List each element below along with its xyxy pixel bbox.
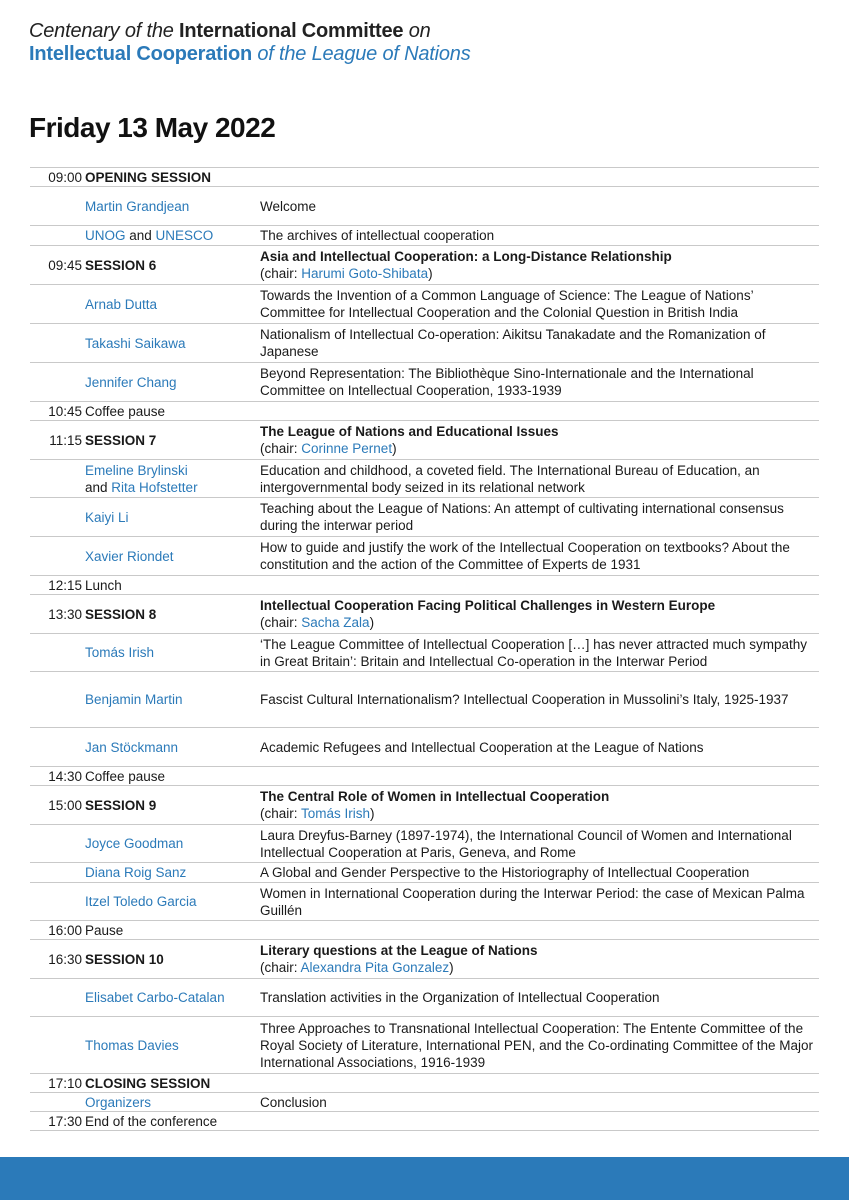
speaker-link[interactable]: UNESCO: [155, 228, 214, 243]
description: Translation activities in the Organization of Intellectual Cooperation: [260, 990, 660, 1005]
session-info: [260, 786, 819, 824]
speaker-link[interactable]: Jennifer Chang: [85, 374, 177, 390]
speaker-link[interactable]: Joyce Goodman: [85, 836, 184, 851]
description: ‘The League Committee of Intellectual Cooperation […] has never attracted much sympathy in Great Britain’: Britain and Intellectual Co-operation in the Interwar Period: [260, 636, 808, 669]
session-title: Asia and Intellectual Cooperation: a Long-Distance Relationship: [260, 249, 672, 264]
speaker-link[interactable]: Rita Hofstetter: [111, 479, 198, 495]
and-text: and: [85, 479, 112, 495]
agenda-row-session: [30, 421, 819, 460]
header-text-bold: Intellectual Cooperation: [29, 43, 253, 65]
session-label: SESSION 6: [85, 257, 157, 273]
description: How to guide and justify the work of the Intellectual Cooperation on textbooks? About the constitution and the action of the Committee of Experts de 1931: [260, 540, 790, 572]
speaker-link[interactable]: Organizers: [85, 1094, 152, 1110]
time: 17:30: [48, 1113, 82, 1129]
break-label: Pause: [85, 922, 124, 938]
header-text: on: [403, 20, 431, 42]
agenda-row-end: [30, 1112, 819, 1131]
speaker-link[interactable]: Diana Roig Sanz: [85, 865, 187, 880]
session-title: Intellectual Cooperation Facing Political Challenges in Western Europe: [260, 598, 716, 613]
agenda-row: [30, 460, 819, 498]
description: Fascist Cultural Internationalism? Intellectual Cooperation in Mussolini’s Italy, 1925-1937: [260, 692, 789, 707]
agenda-row: [30, 498, 819, 537]
agenda-table: [30, 167, 819, 1131]
chair: (chair: Alexandra Pita Gonzalez): [260, 960, 454, 975]
agenda-row-break: [30, 767, 819, 786]
speaker-link[interactable]: Jan Stöckmann: [85, 739, 179, 755]
session-info: [260, 940, 819, 978]
chair: (chair: Harumi Goto-Shibata): [260, 266, 433, 281]
description: Teaching about the League of Nations: An attempt of cultivating international consensus during the interwar period: [260, 501, 784, 533]
speaker-cell: [82, 226, 260, 245]
agenda-row-session: [30, 595, 819, 634]
speaker-link[interactable]: Kaiyi Li: [85, 509, 129, 525]
agenda-row: [30, 634, 819, 672]
description: Nationalism of Intellectual Co-operation: Aikitsu Tanakadate and the Romanization of Japanese: [260, 327, 766, 359]
speaker-link[interactable]: Emeline Brylinski: [85, 462, 188, 478]
speaker-cell: [82, 460, 260, 497]
header-text-bold: International Committee: [179, 20, 404, 42]
time: 15:00: [48, 797, 82, 813]
chair-link[interactable]: Harumi Goto-Shibata: [301, 266, 429, 281]
chair-link[interactable]: Tomás Irish: [301, 806, 371, 821]
session-label: SESSION 7: [85, 432, 157, 448]
time: 10:45: [48, 403, 82, 419]
agenda-row-closing: [30, 1074, 819, 1093]
description: [260, 168, 819, 186]
session-info: [260, 595, 819, 633]
break-label: Lunch: [85, 577, 122, 593]
session-info: [260, 246, 819, 284]
description: Welcome: [260, 198, 317, 214]
agenda-row: [30, 537, 819, 576]
speaker-link[interactable]: Arnab Dutta: [85, 296, 158, 312]
session-label: SESSION 9: [85, 797, 157, 813]
break-label: Coffee pause: [85, 403, 166, 419]
agenda-row-session: [30, 940, 819, 979]
break-label: End of the conference: [85, 1113, 218, 1129]
agenda-row: [30, 1093, 819, 1112]
chair: (chair: Sacha Zala): [260, 615, 375, 630]
session-label: CLOSING SESSION: [85, 1075, 211, 1091]
header-text: of the League of Nations: [252, 43, 471, 65]
agenda-row-break: [30, 576, 819, 595]
time: 11:15: [49, 432, 82, 448]
speaker-link[interactable]: Elisabet Carbo-Catalan: [85, 990, 225, 1005]
time: 17:10: [48, 1075, 82, 1091]
agenda-row: [30, 285, 819, 324]
session-label: OPENING SESSION: [85, 169, 212, 185]
description: Education and childhood, a coveted field. The International Bureau of Education, an intergovernmental body seized in its relational network: [260, 462, 760, 495]
chair: (chair: Tomás Irish): [260, 806, 375, 821]
header-line-1: [29, 20, 471, 43]
time: 16:30: [48, 951, 82, 967]
agenda-row-session: [30, 786, 819, 825]
speaker-link[interactable]: Itzel Toledo Garcia: [85, 894, 197, 909]
session-label: SESSION 10: [85, 951, 164, 967]
speaker-link[interactable]: Tomás Irish: [85, 645, 155, 660]
agenda-row: [30, 226, 819, 246]
chair-link[interactable]: Corinne Pernet: [301, 441, 393, 456]
session-info: [260, 421, 819, 459]
page-header: [29, 20, 471, 66]
agenda-row: [30, 979, 819, 1017]
time: 13:30: [48, 606, 82, 622]
session-label: SESSION 8: [85, 606, 157, 622]
description: Conclusion: [260, 1094, 327, 1110]
description: Beyond Representation: The Bibliothèque Sino-Internationale and the International Committee on Intellectual Cooperation, 1933-1939: [260, 366, 754, 398]
agenda-row: [30, 1017, 819, 1074]
speaker-link[interactable]: Xavier Riondet: [85, 548, 174, 564]
agenda-row-break: [30, 921, 819, 940]
speaker-link[interactable]: Benjamin Martin: [85, 692, 183, 707]
description: A Global and Gender Perspective to the Historiography of Intellectual Cooperation: [260, 865, 750, 880]
time: 14:30: [48, 768, 82, 784]
speaker-link[interactable]: Martin Grandjean: [85, 198, 190, 214]
speaker-link[interactable]: Takashi Saikawa: [85, 335, 186, 351]
session-title: The League of Nations and Educational Issues: [260, 424, 559, 439]
description: The archives of intellectual cooperation: [260, 228, 495, 243]
agenda-row: [30, 825, 819, 863]
date-title: Friday 13 May 2022: [29, 112, 276, 143]
and-text: and: [125, 228, 156, 243]
footer-band: [0, 1157, 849, 1200]
time: 12:15: [48, 577, 82, 593]
agenda-row-opening: [30, 168, 819, 187]
agenda-row-session: [30, 246, 819, 285]
agenda-row-break: [30, 402, 819, 421]
header-text: Centenary of the: [29, 20, 180, 42]
description: Academic Refugees and Intellectual Cooperation at the League of Nations: [260, 739, 704, 755]
agenda-row: [30, 672, 819, 728]
chair-link[interactable]: Alexandra Pita Gonzalez: [300, 960, 450, 975]
agenda-row: [30, 863, 819, 883]
header-line-2: [29, 43, 471, 66]
speaker-link[interactable]: Thomas Davies: [85, 1037, 179, 1053]
chair: (chair: Corinne Pernet): [260, 441, 397, 456]
agenda-row: [30, 324, 819, 363]
agenda-row: [30, 728, 819, 767]
description: Three Approaches to Transnational Intellectual Cooperation: The Entente Committee of the Royal Society of Literature, International PEN, and the Co-ordinating Committee of the Major International Associations, 1916-1939: [260, 1020, 814, 1070]
speaker-link[interactable]: UNOG: [85, 228, 126, 243]
session-title: Literary questions at the League of Nations: [260, 943, 538, 958]
agenda-row: [30, 363, 819, 402]
description: Towards the Invention of a Common Language of Science: The League of Nations’ Committee for Intellectual Cooperation and the Colonial Question in British India: [260, 288, 754, 320]
agenda-row: [30, 883, 819, 921]
chair-link[interactable]: Sacha Zala: [301, 615, 370, 630]
session-title: The Central Role of Women in Intellectual Cooperation: [260, 789, 610, 804]
time: 16:00: [48, 922, 82, 938]
break-label: Coffee pause: [85, 768, 166, 784]
description: Women in International Cooperation during the Interwar Period: the case of Mexican Palma Guillén: [260, 885, 805, 918]
time: 09:45: [48, 257, 82, 273]
agenda-row: [30, 187, 819, 226]
description: Laura Dreyfus-Barney (1897-1974), the International Council of Women and International Intellectual Cooperation at Paris, Geneva, and Rome: [260, 827, 792, 860]
time: 09:00: [48, 169, 82, 185]
